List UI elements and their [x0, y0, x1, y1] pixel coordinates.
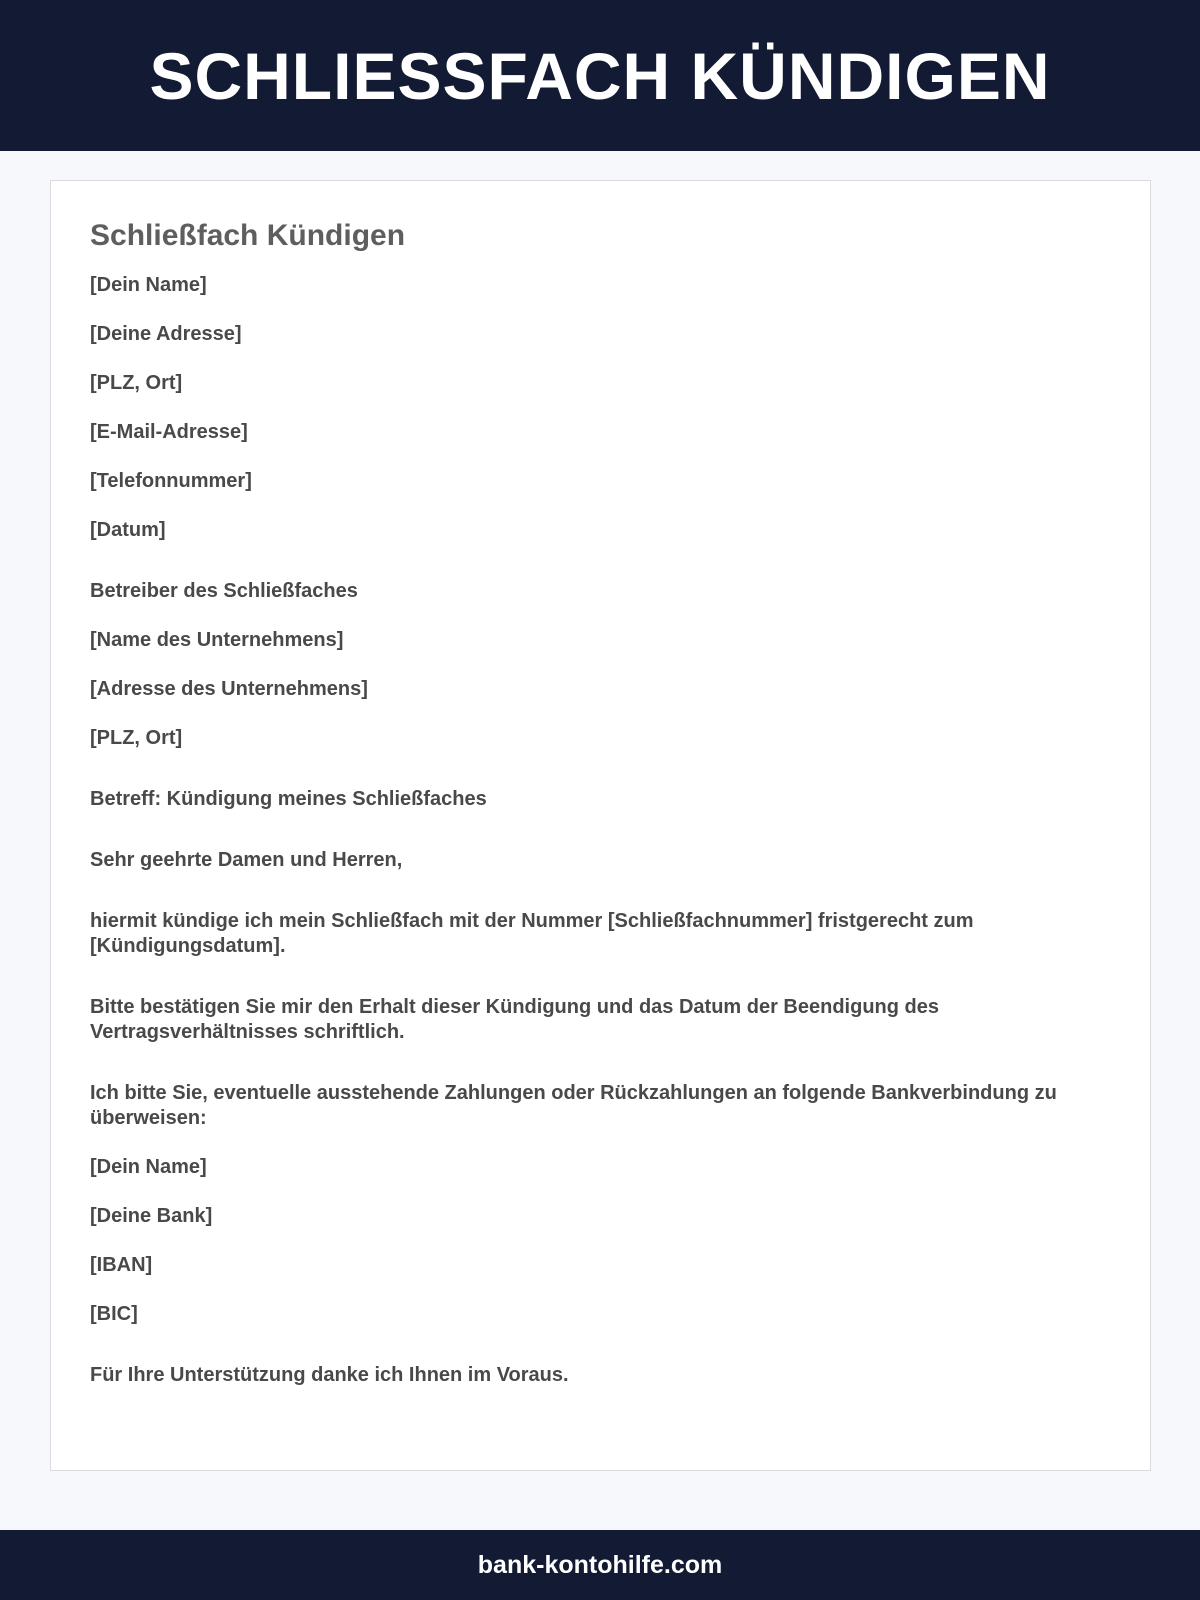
letter-salutation: Sehr geehrte Damen und Herren, — [90, 849, 403, 871]
sender-block — [90, 273, 1111, 543]
page-title: SCHLIESSFACH KÜNDIGEN — [149, 38, 1051, 113]
sender-phone: [Telefonnummer] — [90, 470, 252, 492]
page-footer — [0, 1530, 1200, 1600]
bank-iban: [IBAN] — [90, 1254, 153, 1276]
letter-closing: Für Ihre Unterstützung danke ich Ihnen im Voraus. — [90, 1364, 569, 1386]
recipient-company: [Name des Unternehmens] — [90, 629, 344, 651]
letter-title: Schließfach Kündigen — [90, 219, 406, 252]
sender-city: [PLZ, Ort] — [90, 372, 183, 394]
bank-bic: [BIC] — [90, 1303, 138, 1325]
sender-email: [E-Mail-Adresse] — [90, 421, 248, 443]
page-header — [0, 0, 1200, 151]
sender-date: [Datum] — [90, 519, 166, 541]
sender-name: [Dein Name] — [90, 274, 207, 296]
letter-subject: Betreff: Kündigung meines Schließfaches — [90, 788, 487, 810]
bank-account-holder: [Dein Name] — [90, 1156, 207, 1178]
letter-paragraph: Ich bitte Sie, eventuelle ausstehende Zahlungen oder Rückzahlungen an folgende Bankverbindung zu überweisen: — [90, 1082, 1057, 1129]
bank-block — [90, 1155, 1111, 1327]
recipient-address: [Adresse des Unternehmens] — [90, 678, 368, 700]
sender-address: [Deine Adresse] — [90, 323, 242, 345]
footer-site: bank-kontohilfe.com — [477, 1550, 723, 1579]
letter-paragraph: hiermit kündige ich mein Schließfach mit der Nummer [Schließfachnummer] fristgerecht zum [Kündigungsdatum]. — [90, 910, 974, 957]
bank-name: [Deine Bank] — [90, 1205, 213, 1227]
letter-paragraph: Bitte bestätigen Sie mir den Erhalt dieser Kündigung und das Datum der Beendigung des Vertragsverhältnisses schriftlich. — [90, 996, 939, 1043]
recipient-operator: Betreiber des Schließfaches — [90, 580, 358, 602]
letter-card — [50, 180, 1151, 1471]
recipient-city: [PLZ, Ort] — [90, 727, 183, 749]
recipient-block — [90, 579, 1111, 751]
